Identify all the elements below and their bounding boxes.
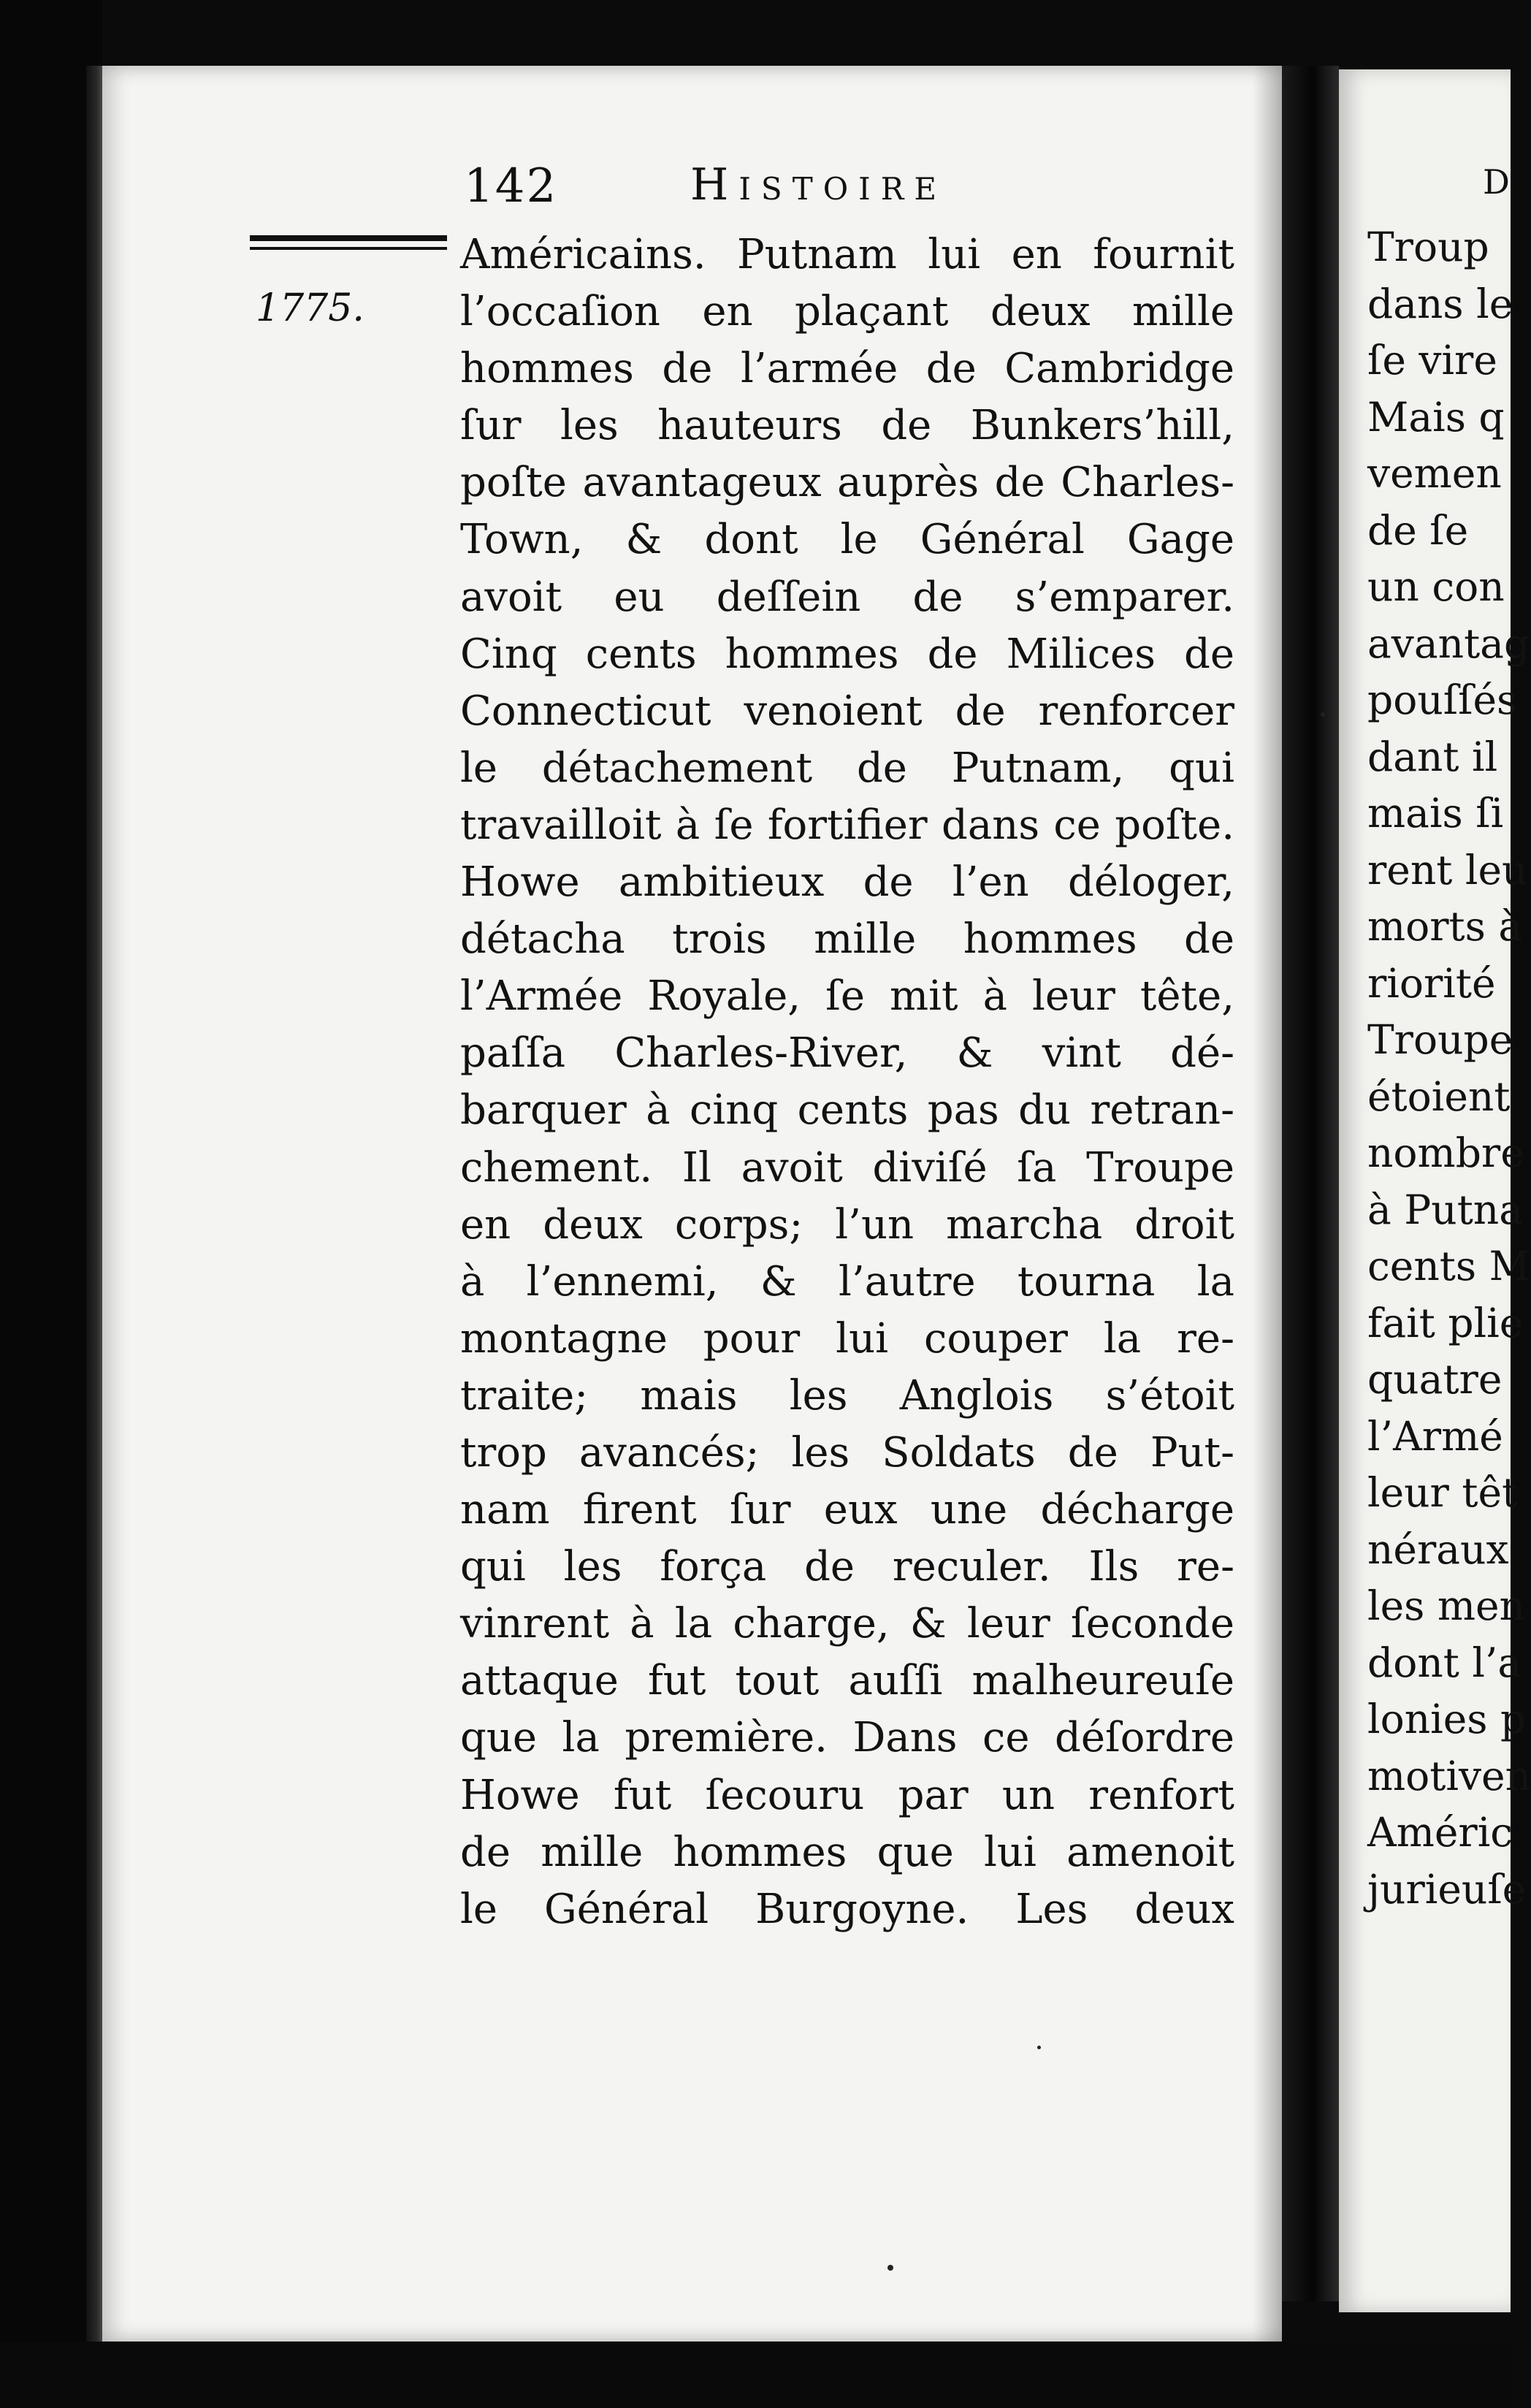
body-text: [460, 226, 1234, 1938]
right-text-line: à Putna: [1367, 1186, 1524, 1233]
scan-speck: [1321, 712, 1325, 717]
text-line: à l’ennemi, & l’autre tourna la: [460, 1257, 1234, 1306]
text-line: hommes de l’armée de Cambridge: [460, 345, 1234, 393]
right-text-line: rent leu: [1367, 846, 1528, 894]
text-line: que la première. Dans ce déſordre: [460, 1714, 1234, 1762]
text-line: Américains. Putnam lui en fournit: [460, 231, 1234, 278]
book-gutter: [1282, 66, 1339, 2301]
text-line: chement. Il avoit diviſé ſa Troupe: [460, 1143, 1234, 1192]
right-text-line: Troupe: [1367, 1016, 1513, 1063]
right-text-line: dans le: [1367, 280, 1513, 327]
text-line: montagne pour lui couper la re-: [460, 1314, 1234, 1363]
page-curl-shadow: [1253, 66, 1282, 2342]
text-line: attaque fut tout auſſi malheureuſe: [460, 1657, 1234, 1705]
text-line: Howe ambitieux de l’en déloger,: [460, 858, 1234, 907]
scan-border-bottom: [0, 2342, 1511, 2408]
right-text-line: Troup: [1367, 224, 1489, 270]
right-text-line: un con: [1367, 563, 1505, 610]
right-text-line: riorité: [1367, 959, 1496, 1007]
right-text-line: avantag: [1367, 620, 1530, 667]
right-text-line: quatre: [1367, 1356, 1503, 1403]
scan-speck: [887, 2265, 893, 2271]
text-line: barquer à cinq cents pas du retran-: [460, 1086, 1234, 1135]
text-line: paſſa Charles-River, & vint dé-: [460, 1029, 1234, 1078]
right-text-line: dont l’a: [1367, 1639, 1522, 1686]
right-text-line: leur têt: [1367, 1469, 1519, 1516]
margin-year: 1775.: [256, 286, 364, 330]
text-line: de mille hommes que lui amenoit: [460, 1828, 1234, 1876]
text-line: le Général Burgoyne. Les deux: [460, 1885, 1234, 1933]
right-text-line: vemen: [1367, 450, 1502, 497]
right-text-line: mais ſi: [1367, 790, 1504, 837]
right-text-line: néraux: [1367, 1525, 1509, 1573]
page-number: 142: [464, 159, 558, 213]
text-line: Howe fut ſecouru par un renfort: [460, 1771, 1234, 1819]
right-text-line: cents M: [1367, 1243, 1530, 1289]
text-line: le détachement de Putnam, qui: [460, 744, 1234, 792]
right-text-line: ſe vire: [1367, 337, 1497, 384]
text-line: travailloit à ſe fortifier dans ce poſte.: [460, 801, 1234, 849]
right-text-line: lonies p: [1367, 1696, 1527, 1742]
text-line: trop avancés; les Soldats de Put-: [460, 1428, 1234, 1477]
text-line: nam firent ſur eux une décharge: [460, 1486, 1234, 1534]
margin-rule: [250, 235, 447, 250]
text-line: en deux corps; l’un marcha droit: [460, 1200, 1234, 1249]
text-line: Cinq cents hommes de Milices de: [460, 630, 1234, 678]
right-text-line: les men: [1367, 1582, 1525, 1629]
running-head: Histoire: [690, 159, 947, 210]
right-page-text: [1367, 219, 1531, 1918]
scan-speck: [1037, 2046, 1041, 2049]
text-line: ſur les hauteurs de Bunkers’hill,: [460, 402, 1234, 450]
right-text-line: Améric: [1367, 1809, 1513, 1856]
text-line: l’occaſion en plaçant deux mille: [460, 288, 1234, 336]
right-text-line: dant il: [1367, 733, 1498, 780]
text-line: l’Armée Royale, ſe mit à leur tête,: [460, 972, 1234, 1021]
text-line: détacha trois mille hommes de: [460, 915, 1234, 964]
text-line: vinrent à la charge, & leur ſeconde: [460, 1600, 1234, 1648]
right-text-line: motiven: [1367, 1752, 1531, 1799]
text-line: poſte avantageux auprès de Charles-: [460, 459, 1234, 507]
right-text-line: pouſſés: [1367, 677, 1518, 723]
right-text-line: morts à: [1367, 903, 1523, 950]
text-line: Town, & dont le Général Gage: [460, 516, 1234, 564]
right-text-line: fait plie: [1367, 1299, 1524, 1346]
right-text-line: de ſe: [1367, 506, 1469, 554]
text-line: traite; mais les Anglois s’étoit: [460, 1371, 1234, 1420]
right-text-line: étoient: [1367, 1072, 1511, 1120]
right-text-line: l’Armé: [1367, 1412, 1503, 1460]
text-line: qui les força de reculer. Ils re-: [460, 1543, 1234, 1591]
right-text-line: jurieuſe: [1367, 1865, 1527, 1913]
text-line: avoit eu deſſein de s’emparer.: [460, 573, 1234, 621]
right-text-line: Mais q: [1367, 393, 1505, 441]
right-running-head: D: [1483, 162, 1510, 202]
text-line: Connecticut venoient de renforcer: [460, 687, 1234, 735]
right-text-line: nombre: [1367, 1129, 1524, 1176]
